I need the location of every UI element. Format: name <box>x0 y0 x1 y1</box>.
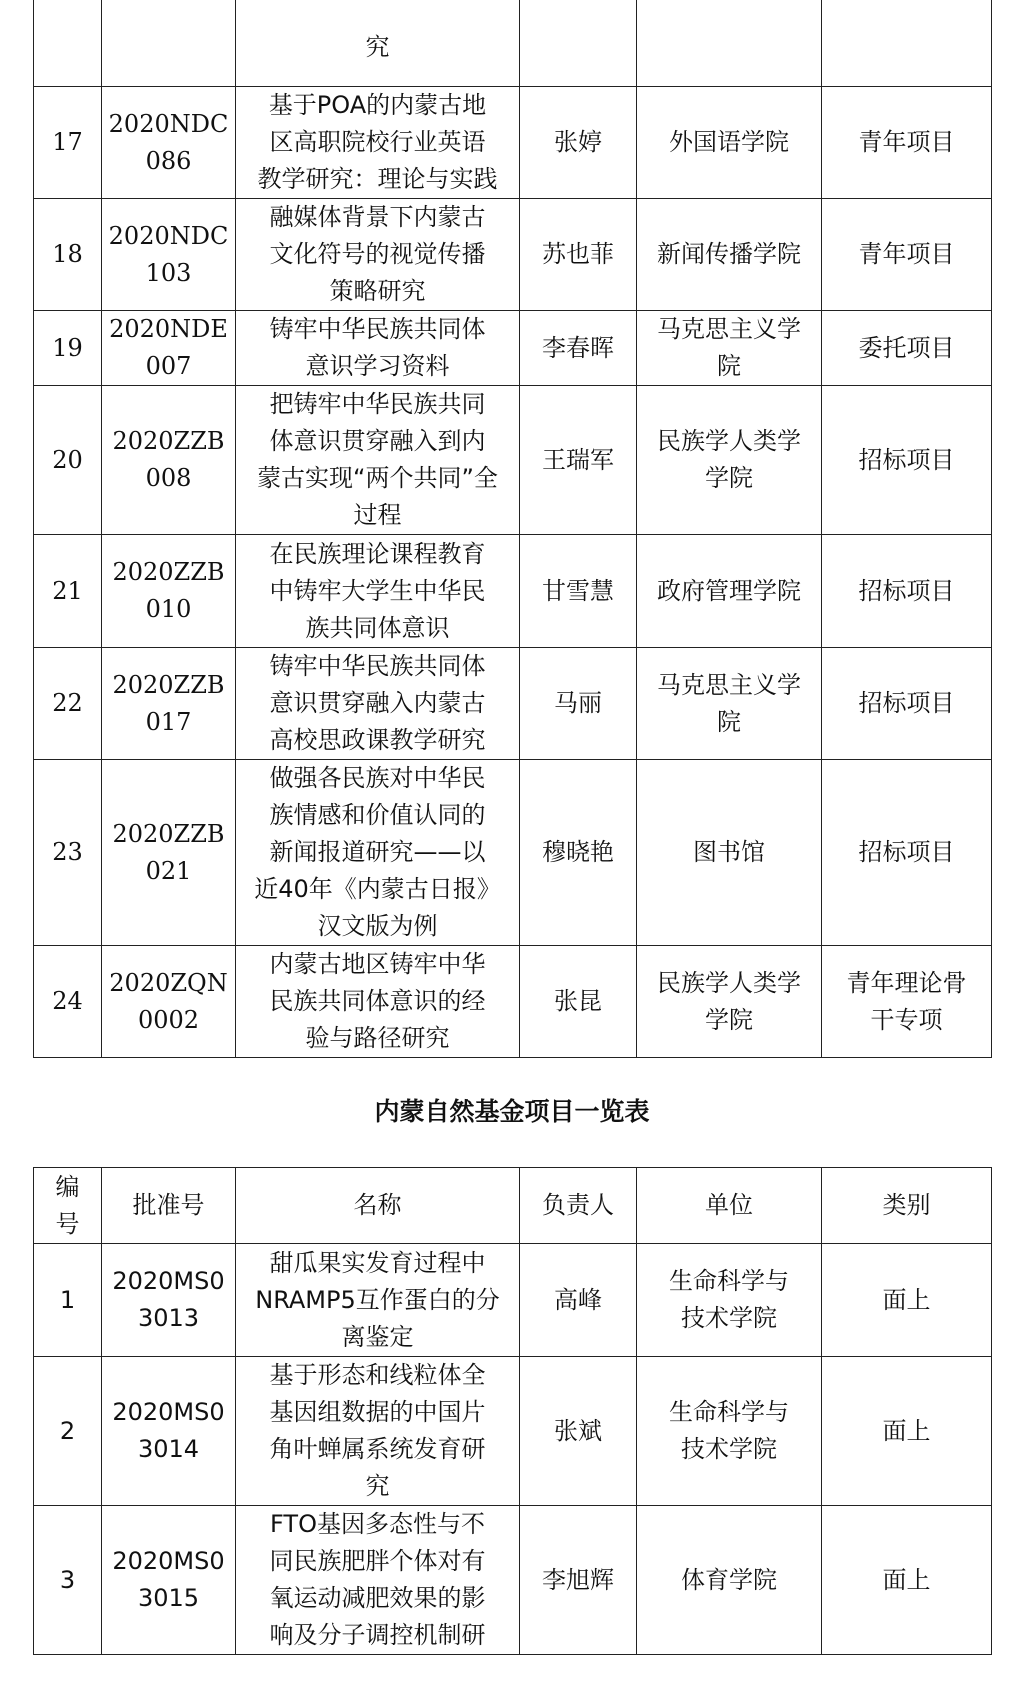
approval-code: 2020ZQN 0002 <box>102 946 236 1058</box>
unit-name: 政府管理学院 <box>637 535 822 648</box>
approval-code: 2020NDC 103 <box>102 199 236 311</box>
project-name: FTO基因多态性与不 同民族肥胖个体对有 氧运动减肥效果的影 响及分子调控机制研 <box>236 1506 520 1655</box>
table-row <box>34 535 992 648</box>
principal-investigator: 穆晓艳 <box>520 760 637 946</box>
table-row <box>34 87 992 199</box>
principal-investigator: 高峰 <box>520 1244 637 1357</box>
unit-name: 民族学人类学 学院 <box>637 946 822 1058</box>
project-name: 内蒙古地区铸牢中华 民族共同体意识的经 验与路径研究 <box>236 946 520 1058</box>
unit-name: 图书馆 <box>637 760 822 946</box>
project-category: 招标项目 <box>822 535 992 648</box>
unit-name: 马克思主义学 院 <box>637 648 822 760</box>
project-category: 青年理论骨 干专项 <box>822 946 992 1058</box>
table-row <box>34 1244 992 1357</box>
principal-investigator: 甘雪慧 <box>520 535 637 648</box>
table-row <box>34 1357 992 1506</box>
header-category: 类别 <box>822 1168 992 1244</box>
project-name: 究 <box>236 0 520 87</box>
project-name: 甜瓜果实发育过程中 NRAMP5互作蛋白的分 离鉴定 <box>236 1244 520 1357</box>
project-name: 基于形态和线粒体全 基因组数据的中国片 角叶蝉属系统发育研 究 <box>236 1357 520 1506</box>
principal-investigator: 张斌 <box>520 1357 637 1506</box>
principal-investigator: 张昆 <box>520 946 637 1058</box>
project-name: 铸牢中华民族共同体 意识学习资料 <box>236 311 520 386</box>
unit-name: 生命科学与 技术学院 <box>637 1244 822 1357</box>
project-category: 招标项目 <box>822 760 992 946</box>
approval-code: 2020NDC 086 <box>102 87 236 199</box>
unit-name: 外国语学院 <box>637 87 822 199</box>
social-science-project-table <box>33 0 992 1058</box>
row-number: 22 <box>34 648 102 760</box>
approval-code: 2020ZZB 010 <box>102 535 236 648</box>
project-category: 委托项目 <box>822 311 992 386</box>
row-number: 23 <box>34 760 102 946</box>
project-category: 招标项目 <box>822 386 992 535</box>
approval-code: 2020ZZB 021 <box>102 760 236 946</box>
principal-investigator: 张婷 <box>520 87 637 199</box>
row-number: 1 <box>34 1244 102 1357</box>
approval-code: 2020NDE 007 <box>102 311 236 386</box>
project-category: 面上 <box>822 1244 992 1357</box>
project-category: 面上 <box>822 1506 992 1655</box>
row-number: 18 <box>34 199 102 311</box>
project-category: 青年项目 <box>822 87 992 199</box>
row-number: 24 <box>34 946 102 1058</box>
project-name: 融媒体背景下内蒙古 文化符号的视觉传播 策略研究 <box>236 199 520 311</box>
row-number: 3 <box>34 1506 102 1655</box>
section-title: 内蒙自然基金项目一览表 <box>374 1097 650 1126</box>
header-number: 编 号 <box>34 1168 102 1244</box>
table-row <box>34 0 992 87</box>
unit-name: 生命科学与 技术学院 <box>637 1357 822 1506</box>
project-name: 做强各民族对中华民 族情感和价值认同的 新闻报道研究——以 近40年《内蒙古日报》 汉文版为例 <box>236 760 520 946</box>
unit-name: 民族学人类学 学院 <box>637 386 822 535</box>
project-category: 招标项目 <box>822 648 992 760</box>
row-number: 20 <box>34 386 102 535</box>
table-row <box>34 946 992 1058</box>
table-row <box>34 199 992 311</box>
principal-investigator: 马丽 <box>520 648 637 760</box>
unit-name: 新闻传播学院 <box>637 199 822 311</box>
principal-investigator: 李春晖 <box>520 311 637 386</box>
row-number: 17 <box>34 87 102 199</box>
principal-investigator: 苏也菲 <box>520 199 637 311</box>
row-number: 19 <box>34 311 102 386</box>
project-name: 基于POA的内蒙古地 区高职院校行业英语 教学研究：理论与实践 <box>236 87 520 199</box>
approval-code: 2020ZZB 008 <box>102 386 236 535</box>
header-unit: 单位 <box>637 1168 822 1244</box>
principal-investigator: 李旭辉 <box>520 1506 637 1655</box>
table-row <box>34 760 992 946</box>
principal-investigator: 王瑞军 <box>520 386 637 535</box>
table-row <box>34 386 992 535</box>
approval-code: 2020MS0 3015 <box>102 1506 236 1655</box>
project-name: 铸牢中华民族共同体 意识贯穿融入内蒙古 高校思政课教学研究 <box>236 648 520 760</box>
unit-name: 马克思主义学 院 <box>637 311 822 386</box>
project-category: 面上 <box>822 1357 992 1506</box>
header-approval-code: 批准号 <box>102 1168 236 1244</box>
table-row <box>34 311 992 386</box>
project-name: 把铸牢中华民族共同 体意识贯穿融入到内 蒙古实现“两个共同”全 过程 <box>236 386 520 535</box>
project-category: 青年项目 <box>822 199 992 311</box>
header-name: 名称 <box>236 1168 520 1244</box>
header-person: 负责人 <box>520 1168 637 1244</box>
approval-code: 2020MS0 3014 <box>102 1357 236 1506</box>
unit-name: 体育学院 <box>637 1506 822 1655</box>
table-header-row <box>34 1168 992 1244</box>
row-number: 2 <box>34 1357 102 1506</box>
approval-code: 2020MS0 3013 <box>102 1244 236 1357</box>
table-row <box>34 648 992 760</box>
approval-code: 2020ZZB 017 <box>102 648 236 760</box>
project-name: 在民族理论课程教育 中铸牢大学生中华民 族共同体意识 <box>236 535 520 648</box>
natural-science-fund-table <box>33 1167 992 1655</box>
row-number: 21 <box>34 535 102 648</box>
table-row <box>34 1506 992 1655</box>
